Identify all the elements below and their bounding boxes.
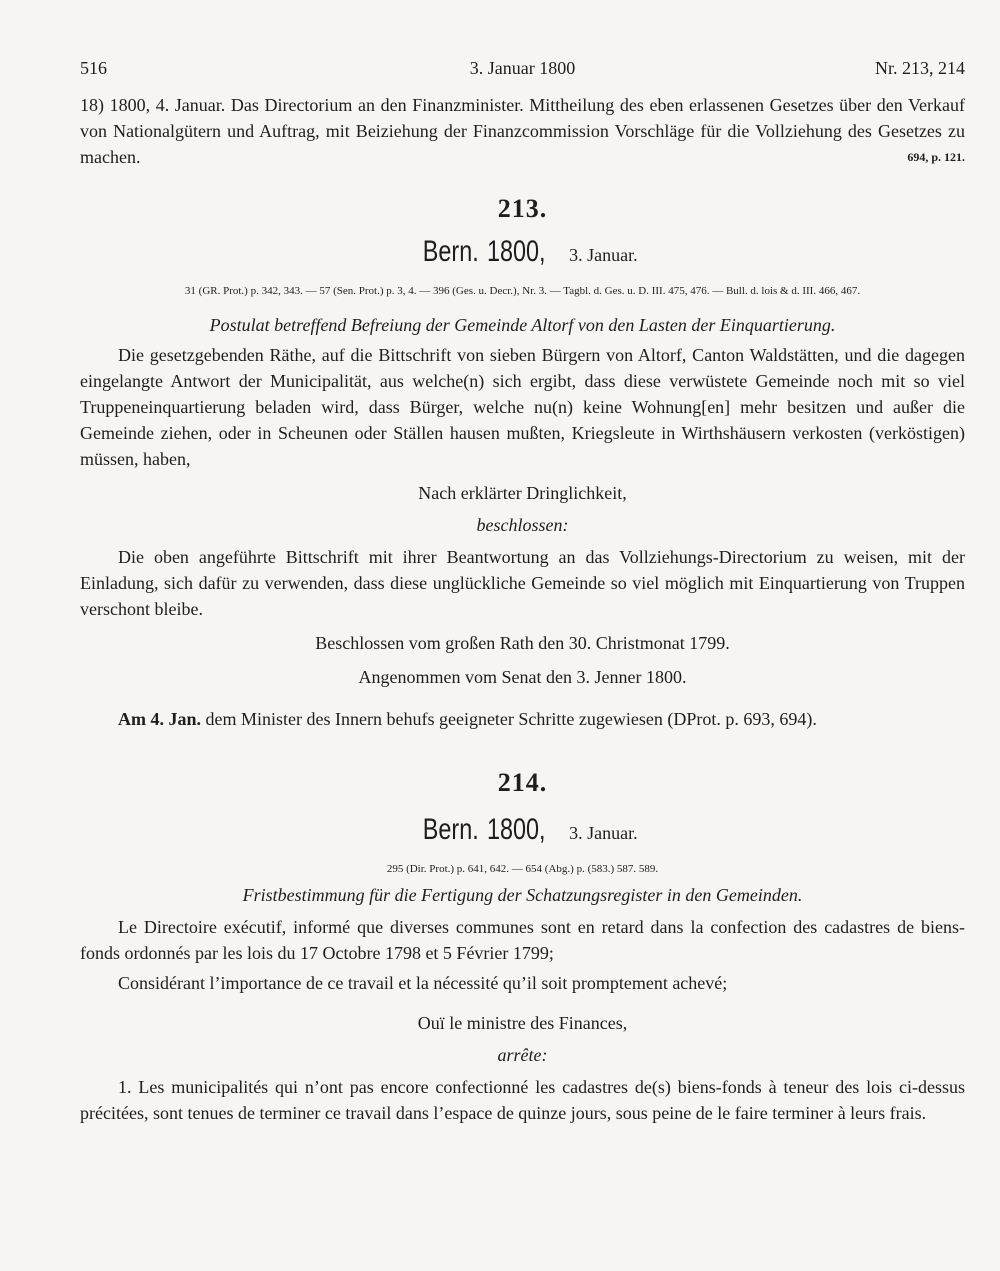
doc-213-note-date: Am 4. Jan.: [118, 709, 202, 729]
doc-214-date: 3. Januar.: [569, 823, 638, 843]
doc-213-date: 3. Januar.: [569, 245, 638, 265]
header-numbers: Nr. 213, 214: [875, 58, 965, 78]
page-header: [80, 58, 965, 84]
doc-214-heading: [80, 810, 965, 853]
doc-214-year: 1800,: [486, 813, 546, 846]
doc-214-body-1: Le Directoire exécutif, informé que diverses communes sont en retard dans la confection des cadastres de biens-fonds ordonnés par les lois du 17 Octobre 1798 et 5 Février 1799;: [80, 917, 965, 963]
doc-214-body-2: Considérant l’importance de ce travail et la nécessité qu’il soit promptement achevé;: [118, 973, 728, 993]
doc-214-title: Fristbestimmung für die Fertigung der Schatzungsregister in den Gemeinden.: [242, 885, 803, 905]
doc-214-number: 214.: [497, 768, 548, 797]
doc-214-heard: Ouï le ministre des Finances,: [417, 1013, 628, 1033]
doc-213-note-text: dem Minister des Innern behufs geeigneter Schritte zugewiesen (DProt. p. 693, 694).: [205, 709, 817, 729]
header-date: 3. Januar 1800: [469, 58, 576, 78]
doc-213-body-2: Die oben angeführte Bittschrift mit ihrer Beantwortung an das Vollziehungs-Directorium zu weisen, mit der Einladung, sich dafür zu verwenden, dass diese unglückliche Gemeinde so viel möglich mit Einquartierung von Truppen verschont bleibe.: [80, 547, 965, 619]
note-18-text: 18) 1800, 4. Januar. Das Directorium an den Finanzminister. Mittheilung des eben erlassenen Gesetzes über den Verkauf von Nationalgütern und Auftrag, mit Beiziehung der Finanzcommission Vorschläge für die Vollziehung des Gesetzes zu machen.: [80, 95, 965, 167]
doc-213-urgency: Nach erklärter Dringlichkeit,: [418, 483, 627, 503]
note-18: [80, 92, 965, 170]
doc-213-closing-1: Beschlossen vom großen Rath den 30. Christmonat 1799.: [315, 633, 730, 653]
doc-213-year: 1800,: [486, 235, 546, 268]
doc-213-heading: [80, 232, 965, 275]
doc-213-title: Postulat betreffend Befreiung der Gemeinde Altorf von den Lasten der Einquartierung.: [209, 315, 836, 335]
note-18-ref: 694, p. 121.: [907, 150, 965, 164]
doc-213-number: 213.: [497, 194, 548, 223]
doc-213-note: [80, 706, 965, 732]
doc-214-article-1: 1. Les municipalités qui n’ont pas encore confectionné les cadastres de(s) biens-fonds à teneur des lois ci-dessus précitées, sont tenues de terminer ce travail dans l’espace de quinze jours, sous peine de le faire terminer à leurs frais.: [80, 1077, 965, 1123]
page-number: 516: [80, 58, 107, 78]
doc-213-closing-2: Angenommen vom Senat den 3. Jenner 1800.: [358, 667, 687, 687]
doc-214-refs: 295 (Dir. Prot.) p. 641, 642. — 654 (Abg.) p. (583.) 587. 589.: [386, 863, 659, 875]
doc-213-refs: 31 (GR. Prot.) p. 342, 343. — 57 (Sen. Prot.) p. 3, 4. — 396 (Ges. u. Decr.), Nr. 3. — Tagbl. d. Ges. u. D. III. 475, 476. — Bull. d. lois & d. III. 466, 467.: [184, 285, 861, 297]
doc-214-place: Bern.: [423, 813, 480, 846]
doc-213-resolved: beschlossen:: [476, 515, 569, 535]
doc-213-body-1: Die gesetzgebenden Räthe, auf die Bittschrift von sieben Bürgern von Altorf, Canton Waldstätten, und die dagegen eingelangte Antwort der Municipalität, aus welche(n) sich ergibt, dass diese verwüstete Gemeinde noch mit so viel Truppeneinquartierung beladen wird, dass Bürger, welche nu(n) keine Wohnung[en] mehr besitzen und außer die Gemeinde ziehen, oder in Scheunen oder Ställen hausen mußten, Kriegsleute in Wirthshäusern verkosten (verköstigen) müssen, haben,: [80, 345, 965, 469]
doc-214-decrees: arrête:: [497, 1045, 548, 1065]
doc-213-place: Bern.: [423, 235, 480, 268]
